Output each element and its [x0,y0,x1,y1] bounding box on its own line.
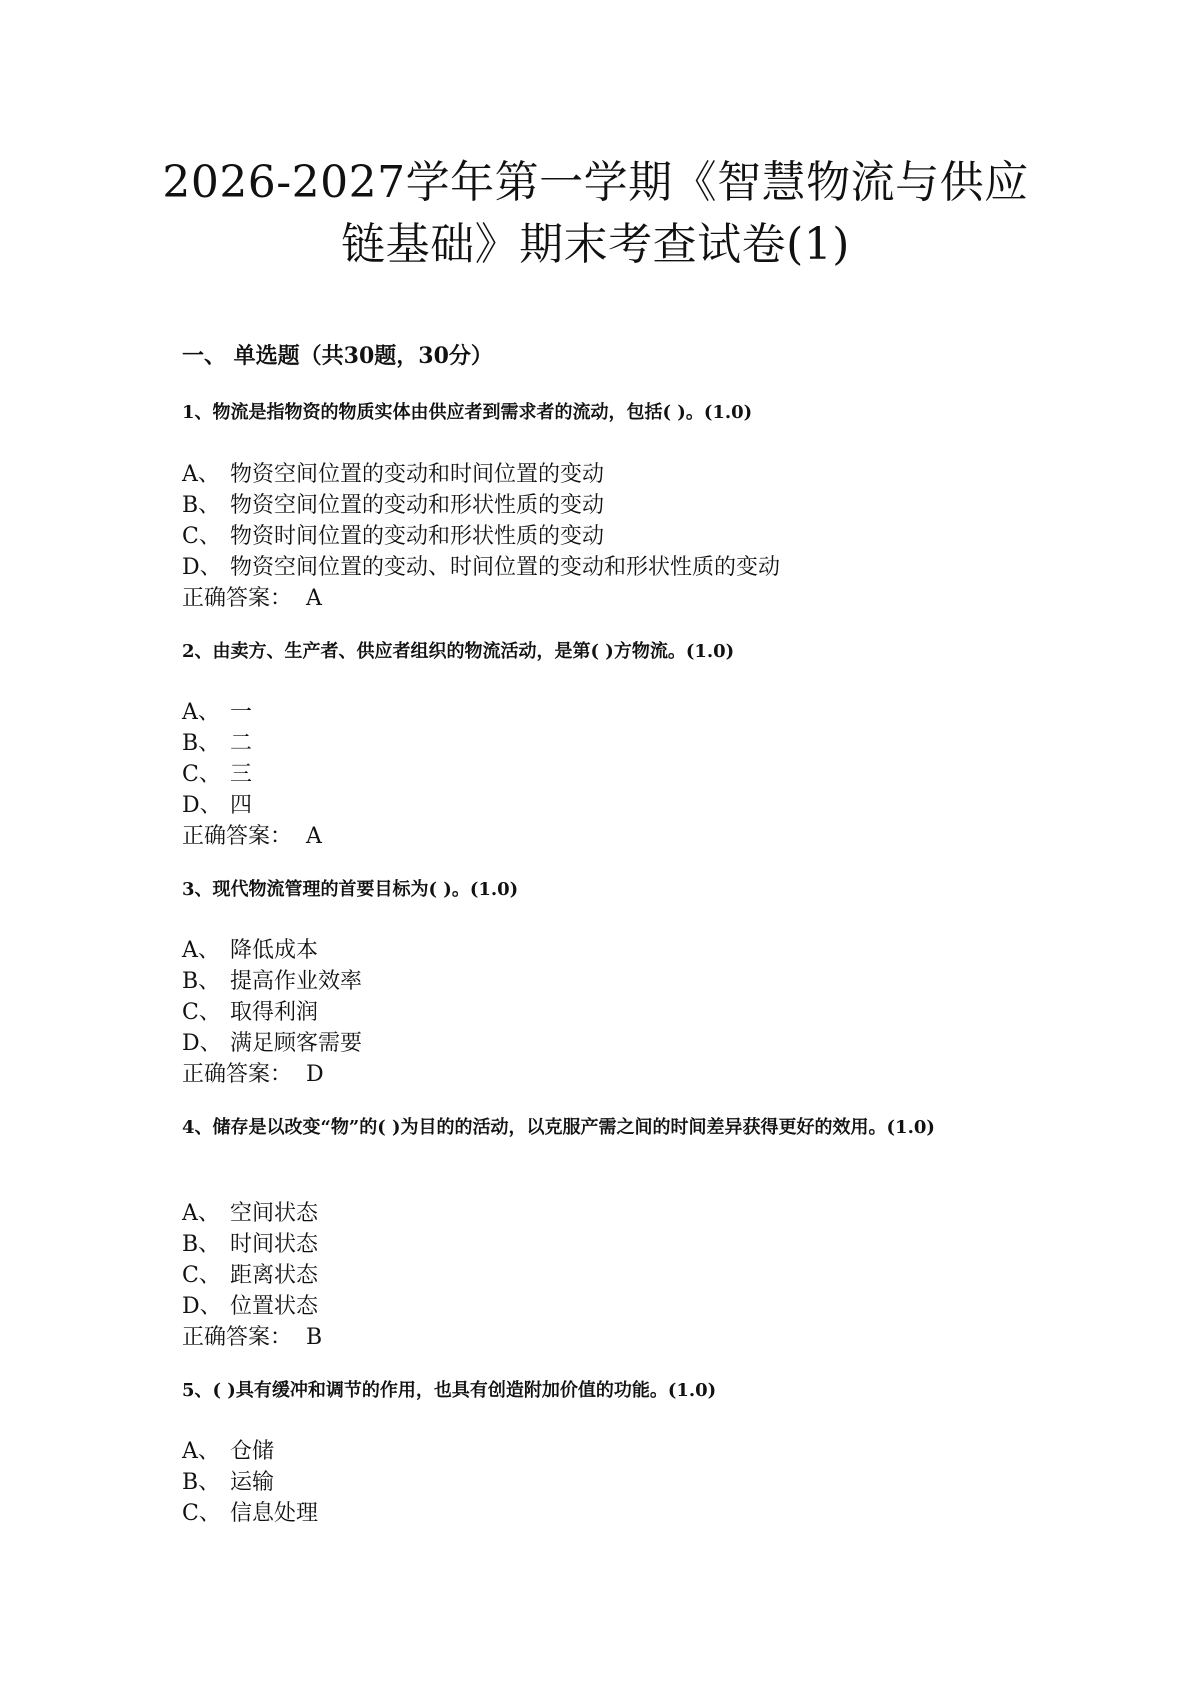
option-text: 物资空间位置的变动、时间位置的变动和形状性质的变动 [230,555,781,580]
option-letter: C、 [182,1263,221,1288]
option-text: 物资时间位置的变动和形状性质的变动 [230,524,605,549]
option-letter: B、 [182,1470,221,1495]
question-4-stem: 4、储存是以改变“物”的( )为目的的活动，以克服产需之间的时间差异获得更好的效用。(1.0) [182,1117,935,1138]
answer-value: D [306,1062,324,1087]
question-3-option-d [182,1028,362,1059]
option-letter: A、 [182,462,220,487]
option-letter: C、 [182,1000,221,1025]
option-text: 仓储 [230,1439,275,1464]
option-letter: A、 [182,1201,220,1226]
question-2-option-a [182,697,252,728]
answer-value: A [306,824,322,849]
option-text: 位置状态 [230,1294,319,1319]
answer-value: A [306,586,322,611]
question-1-answer [182,583,322,614]
option-text: 空间状态 [230,1201,319,1226]
option-text: 取得利润 [230,1000,319,1025]
question-3-stem: 3、现代物流管理的首要目标为( )。(1.0) [182,879,519,900]
question-5-stem: 5、( )具有缓冲和调节的作用，也具有创造附加价值的功能。(1.0) [182,1380,717,1401]
option-letter: C、 [182,1501,221,1526]
option-text: 运输 [230,1470,275,1495]
option-text: 三 [230,762,253,787]
exam-title-line1: 2026-2027学年第一学期《智慧物流与供应 [162,157,1029,208]
option-text: 提高作业效率 [230,969,363,994]
question-2-stem: 2、由卖方、生产者、供应者组织的物流活动，是第( )方物流。(1.0) [182,641,735,662]
question-5-option-b [182,1467,274,1498]
question-3-answer [182,1059,324,1090]
option-letter: B、 [182,493,221,518]
option-text: 时间状态 [230,1232,319,1257]
option-text: 物资空间位置的变动和时间位置的变动 [230,462,605,487]
answer-label: 正确答案： [182,1325,293,1350]
question-2-option-d [182,790,252,821]
option-text: 物资空间位置的变动和形状性质的变动 [230,493,605,518]
answer-label: 正确答案： [182,1062,293,1087]
answer-value: B [306,1325,323,1350]
option-text: 距离状态 [230,1263,319,1288]
option-text: 一 [230,700,253,725]
question-1-option-b [182,490,604,521]
section-heading: 一、 单选题（共30题，30分） [182,343,493,369]
option-letter: C、 [182,762,221,787]
option-letter: D、 [182,1031,222,1056]
option-letter: A、 [182,1439,220,1464]
question-4-option-d [182,1291,318,1322]
answer-label: 正确答案： [182,586,293,611]
question-5-option-c [182,1498,318,1529]
question-5-option-a [182,1436,274,1467]
option-letter: A、 [182,938,220,963]
option-text: 二 [230,731,253,756]
option-text: 满足顾客需要 [230,1031,363,1056]
option-letter: D、 [182,1294,222,1319]
option-letter: D、 [182,555,222,580]
question-1-option-c [182,521,604,552]
question-4-answer [182,1322,322,1353]
question-3-option-c [182,997,318,1028]
option-text: 降低成本 [230,938,319,963]
question-2-option-c [182,759,252,790]
question-4-option-c [182,1260,318,1291]
option-letter: C、 [182,524,221,549]
option-letter: A、 [182,700,220,725]
question-4-option-b [182,1229,318,1260]
question-3-option-b [182,966,362,997]
option-text: 信息处理 [230,1501,319,1526]
question-2-answer [182,821,322,852]
question-1-option-d [182,552,780,583]
exam-title [120,152,1071,276]
option-text: 四 [230,793,253,818]
question-3-option-a [182,935,318,966]
question-4-option-a [182,1198,318,1229]
question-2-option-b [182,728,252,759]
option-letter: B、 [182,969,221,994]
exam-title-line2: 链基础》期末考查试卷(1) [341,219,850,270]
option-letter: D、 [182,793,222,818]
option-letter: B、 [182,1232,221,1257]
option-letter: B、 [182,731,221,756]
question-1-option-a [182,459,604,490]
answer-label: 正确答案： [182,824,293,849]
question-1-stem: 1、物流是指物资的物质实体由供应者到需求者的流动，包括( )。(1.0) [182,402,753,423]
